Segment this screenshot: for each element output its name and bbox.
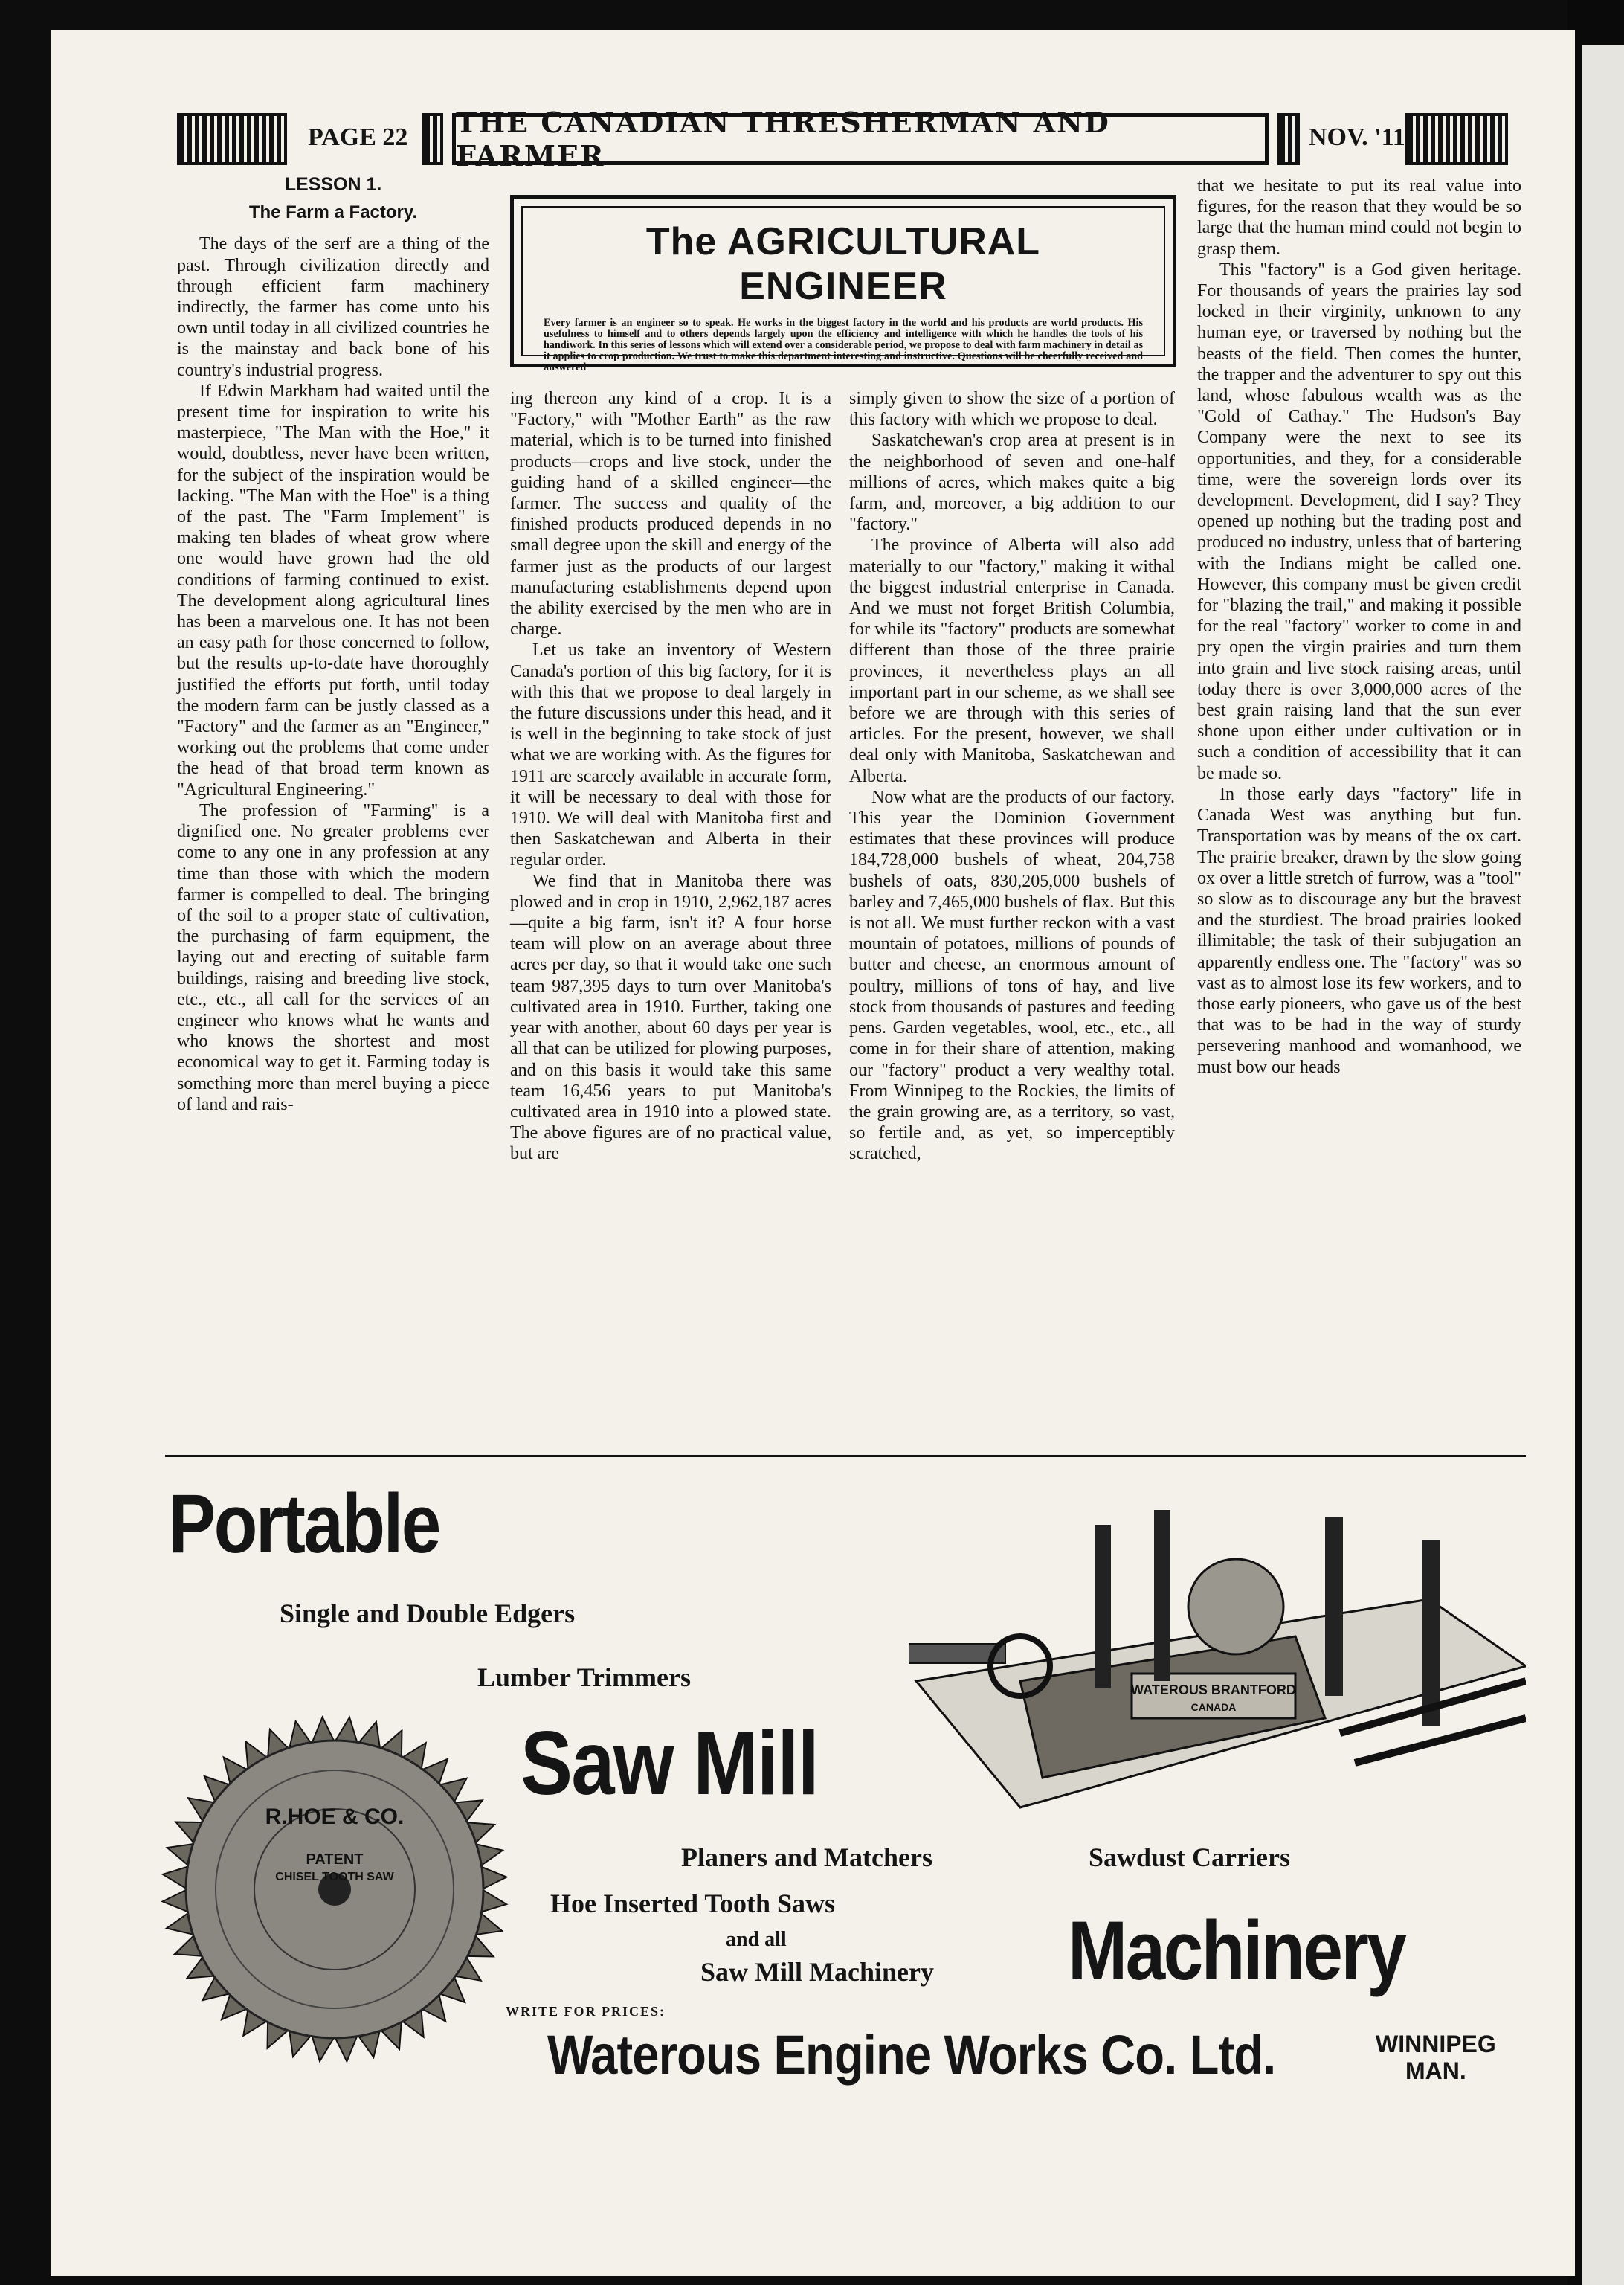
blade-type: CHISEL TOOTH SAW	[275, 1871, 394, 1883]
page-header	[177, 106, 1508, 173]
article-column-2	[510, 388, 831, 1165]
ad-item-hoe-saws: Hoe Inserted Tooth Saws	[550, 1889, 836, 1918]
ad-province: MAN.	[1405, 2057, 1466, 2084]
paragraph: ing thereon any kind of a crop. It is a "Factory," with "Mother Earth" as the raw material, which is to be turned into finished products—crops and live stock, under the guiding hand of a skilled engineer—the farmer. The success and quality of the finished products produced depends in no small degree upon the skill and energy of the farmer just as the products of our largest manufacturing establishments depend upon the ability exercised by the men who are in charge.	[510, 389, 831, 640]
masthead	[452, 106, 1269, 173]
mill-post	[1154, 1510, 1170, 1681]
ad-item-planers: Planers and Matchers	[681, 1842, 932, 1872]
blade-maker: R.HOE & CO.	[265, 1804, 405, 1829]
issue-date: NOV. '11	[1309, 123, 1405, 151]
ad-city: WINNIPEG	[1376, 2031, 1496, 2057]
paragraph: that we hesitate to put its real value into figures, for the reason that they would be so large that the human mind could not begin to grasp them.	[1197, 176, 1521, 259]
mill-post	[1325, 1517, 1343, 1696]
paragraph: The profession of "Farming" is a dignified one. No greater problems ever come to any one in any profession at any time than those with which the modern farmer is compelled to deal. The bringing of the soil to a proper state of cultivation, the purchasing of farm equipment, the laying out and erecting of suitable farm buildings, raising and breeding live stock, etc., etc., all call for the services of an engineer who knows what he wants and who knows the shortest and most economical way to get it. Farming today is something more than merel buying a piece of land and rais-	[177, 800, 489, 1114]
paragraph: If Edwin Markham had waited until the present time for inspiration to write his masterpiece, "The Man with the Hoe," it would, doubtless, never have been written, for the subject of the inspiration would be lacking. "The Man with the Hoe" is a thing of the past. The "Farm Implement" is making ten blades of wheat grow where one would have grown had the old conditions of farming continued to exist. The development along agricultural lines has been a marvelous one. It has not been an easy path for those concerned to follow, but the results up-to-date have thoroughly justified the efforts put forth, until today the modern farm can be justly classed as a "Factory" and the farmer as an "Engineer," working out the problems that come under the head of that broad term known as "Agricultural Engineering."	[177, 381, 489, 800]
paragraph: Saskatchewan's crop area at present is in the neighborhood of seven and one-half millions of acres, which makes quite a big farm, and, moreover, a big addition to our "factory."	[849, 431, 1175, 535]
department-box-inner	[521, 206, 1165, 373]
paragraph: Now what are the products of our factory. This year the Dominion Government estimates that these provinces will produce 184,728,000 bushels of wheat, 204,758 bushels of oats, 830,205,000 bushels of barley and 7,465,000 bushels of flax. But this is not all. We must further reckon with a vast mountain of potatoes, millions of pounds of butter and cheese, an enormous amount of poultry, millions of tons of hay, and live stock from thousands of pastures and feeding pens. Garden vegetables, wool, etc., etc., all come in for their share of attention, making our "factory" product a very wealthy total. From Winnipeg to the Rockies, the limits of the grain growing are, as a territory, so vast, so fertile and, as yet, so imperceptibly scratched,	[849, 787, 1175, 1164]
blade-patent: PATENT	[306, 1851, 364, 1868]
ad-headline-machinery: Machinery	[1068, 1904, 1405, 1997]
ad-item-carriers: Sawdust Carriers	[1089, 1842, 1290, 1872]
ad-item-saw-mill-machinery: Saw Mill Machinery	[700, 1957, 934, 1987]
article-column-3	[849, 388, 1175, 1165]
paragraph: Let us take an inventory of Western Canada's portion of this big factory, for it is with this that we propose to deal largely in the future discussions under this head, and it is well in the beginning to take stock of just what we are working with. As the figures for 1911 are scarcely available in accurate form, it will be necessary to deal with those for 1910. We will deal with Manitoba first and then Saskatchewan and Alberta in their regular order.	[510, 640, 831, 870]
paragraph: This "factory" is a God given heritage. For thousands of years the prairies lay sod locked in their virginity, unknown to any human eye, or traversed by nothing but the beasts of the field. Then comes the hunter, the trapper and the adventurer to spy out this land, whose fabulous wealth was as the "Gold of Cathay." The Hudson's Bay Company were the next to see its opportunities, and they, for a considerable time, were the sovereign lords over its development. Development, did I say? They opened up nothing but the trading post and produced no industry, unless that of bartering with the Indians might be called one. However, this company must be given credit for "blazing the trail," and making it possible for the real "factory" worker to come in and pry open the virgin prairies and turn them into grain and live stock raising areas, until today there is over 3,000,000 acres of the best grain raising land that the sun ever shone upon either under cultivation or in such a condition of accessibility that it can be made so.	[1197, 260, 1521, 783]
ad-item-trimmers: Lumber Trimmers	[477, 1662, 691, 1692]
header-ornament-left	[177, 113, 287, 165]
ad-location	[1376, 2031, 1496, 2084]
ad-headline-portable: Portable	[168, 1477, 439, 1570]
ad-item-edgers: Single and Double Edgers	[280, 1598, 576, 1628]
ad-headline-saw-mill: Saw Mill	[521, 1712, 819, 1813]
lesson-number: LESSON 1.	[284, 174, 382, 195]
saw-mill-machine-illustration	[909, 1495, 1526, 1845]
section-divider	[165, 1455, 1526, 1457]
page-number: PAGE 22	[308, 123, 408, 151]
header-ornament	[1277, 113, 1300, 165]
paragraph: The province of Alberta will also add materially to our "factory," making it withal the biggest industrial enterprise in Canada. And we must not forget British Columbia, for while its "factory" products are somewhat different than those of the three prairie provinces, it nevertheless plays an all important part in our scheme, as we shall see before we are through with this series of articles. For the present, however, we shall deal only with Manitoba, Saskatchewan and Alberta.	[849, 536, 1175, 786]
ad-write-for-prices: WRITE FOR PRICES:	[506, 2004, 666, 2019]
article-column-4	[1197, 176, 1521, 1078]
department-title: The AGRICULTURAL ENGINEER	[645, 220, 1041, 308]
department-description: Every farmer is an engineer so to speak. He works in the biggest factory in the world and his products are world products. His usefulness to himself and to others depends largely upon the efficiency and intelligence with which he handles the tools of his handiwork. In this series of lessons which will extend over a considerable period, we propose to deal with farm machinery in detail as it applies to crop production. We trust to make this department interesting and instructive. Questions will be cheerfully received and answered	[544, 317, 1143, 373]
paragraph: We find that in Manitoba there was plowed and in crop in 1910, 2,962,187 acres—quite a big farm, isn't it? A four horse team will plow on an average about three acres per day, so that it would take one such team 987,395 days to turn over Manitoba's cultivated area in 1910. Further, taking one year with another, about 60 days per year is all that can be utilized for plowing purposes, and on this basis it would take this same team 16,456 years to put Manitoba's cultivated area in 1910 into a plowed state. The above figures are of no practical value, but are	[510, 871, 831, 1164]
header-ornament	[422, 113, 443, 165]
paragraph: In those early days "factory" life in Canada West was anything but fun. Transportation was by means of the ox cart. The prairie breaker, drawn by the slow going ox over a little stretch of furrow, was a "tool" so slow as to discourage any but the bravest and the sturdiest. The broad prairies looked illimitable; the task of their subjugation an apparently endless one. The "factory" was so vast as to almost lose its few workers, and to those early pioneers, who gave us of the best that was to be had in the way of sturdy persevering manhood and womanhood, we must bow our heads	[1197, 784, 1521, 1077]
ad-company-name: Waterous Engine Works Co. Ltd.	[547, 2024, 1276, 2086]
saw-blade-illustration	[156, 1711, 513, 2068]
mill-post	[1422, 1540, 1440, 1726]
nameplate-subtext: CANADA	[1190, 1701, 1237, 1713]
paragraph: simply given to show the size of a portion of this factory with which we propose to deal.	[849, 389, 1175, 430]
department-box	[510, 195, 1176, 373]
nameplate-text: WATEROUS BRANTFORD	[1131, 1683, 1296, 1697]
next-page-edge	[1582, 45, 1624, 2285]
publication-title: THE CANADIAN THRESHERMAN AND FARMER	[456, 106, 1110, 173]
header-ornament-right	[1405, 113, 1508, 165]
article-column-1	[177, 174, 489, 1115]
article-heading: The Farm a Factory.	[248, 202, 418, 223]
mill-post	[1095, 1525, 1111, 1688]
circular-saw	[1188, 1559, 1283, 1654]
paragraph: The days of the serf are a thing of the past. Through civilization directly and through efficient farm machinery indirectly, the farmer has come unto his own until today in all civilized countries he is the mainstay and back bone of his country's industrial progress.	[177, 234, 489, 380]
ad-text-and-all: and all	[726, 1928, 787, 1951]
